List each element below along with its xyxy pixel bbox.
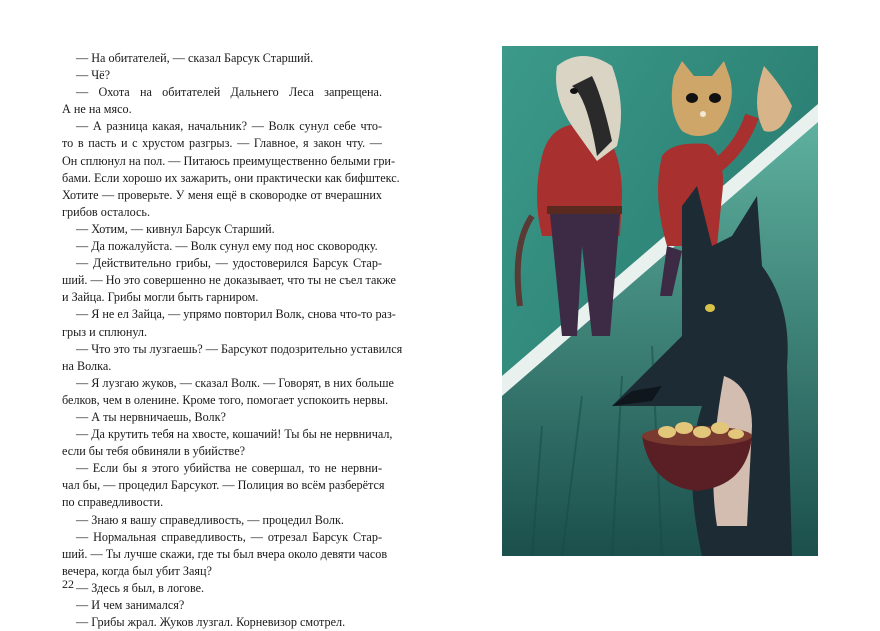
text-line: — Я не ел Зайца, — упрямо повторил Волк, снова что-то раз- (76, 307, 396, 322)
text-line: — А ты нервничаешь, Волк? (76, 409, 226, 424)
text-line: Хотите — проверьте. У меня ещё в сковородке от вчерашних (62, 187, 382, 202)
text-line: — Да пожалуйста. — Волк сунул ему под нос сковородку. (76, 239, 378, 254)
text-line: — Что это ты лузгаешь? — Барсукот подозрительно уставился (76, 341, 403, 356)
text-line: Он сплюнул на пол. — Питаюсь преимущественно белыми гри- (62, 153, 396, 168)
text-line: чал бы, — процедил Барсукот. — Полиция во всём разберётся (62, 478, 385, 493)
text-line: вечера, когда был убит Заяц? (62, 563, 212, 578)
text-line: — Здесь я был, в логове. (76, 580, 205, 595)
illustration-art (502, 46, 818, 556)
text-line: — Действительно грибы, — удостоверился Барсук Стар- (76, 256, 382, 271)
text-line: если бы тебя обвиняли в убийстве? (62, 444, 246, 459)
text-line: — А разница какая, начальник? — Волк сунул себе что- (76, 119, 382, 134)
text-line: ший. — Ты лучше скажи, где ты был вчера около девяти часов (62, 546, 388, 561)
text-line: А не на мясо. (62, 102, 132, 117)
text-line: по справедливости. (62, 495, 164, 510)
text-line: бами. Если хорошо их зажарить, они практически как бифштекс. (62, 170, 400, 185)
text-line: — Охота на обитателей Дальнего Леса запрещена. (76, 85, 382, 100)
text-line: белков, чем в оленине. Кроме того, помогает успокоить нервы. (62, 392, 389, 407)
text-line: грибов осталось. (62, 204, 151, 219)
text-line: — Я лузгаю жуков, — сказал Волк. — Говорят, в них больше (76, 375, 394, 390)
text-line: грыз и сплюнул. (62, 324, 148, 339)
text-line: на Волка. (62, 358, 112, 373)
text-line: — Грибы жрал. Жуков лузгал. Корневизор смотрел. (76, 615, 346, 630)
text-column (62, 50, 403, 631)
illustration (502, 46, 818, 556)
text-line: и Зайца. Грибы могли быть гарниром. (62, 290, 259, 305)
text-line: — Хотим, — кивнул Барсук Старший. (76, 221, 275, 236)
text-line: то в пасть и с хрустом разгрыз. — Главное, я закон чту. — (62, 136, 382, 151)
page-number: 22 (62, 577, 74, 591)
text-line: — Да крутить тебя на хвосте, кошачий! Ты бы не нервничал, (76, 427, 393, 442)
text-line: — И чем занимался? (76, 598, 185, 612)
text-line: — Нормальная справедливость, — отрезал Барсук Стар- (76, 529, 382, 544)
text-line: — Чё? (76, 68, 110, 83)
text-line: — Знаю я вашу справедливость, — процедил Волк. (76, 512, 344, 527)
text-line: — Если бы я этого убийства не совершал, то не нервни- (76, 461, 382, 476)
text-line: — На обитателей, — сказал Барсук Старший. (76, 51, 314, 65)
text-line: ший. — Но это совершенно не доказывает, что ты не съел также (62, 273, 396, 288)
